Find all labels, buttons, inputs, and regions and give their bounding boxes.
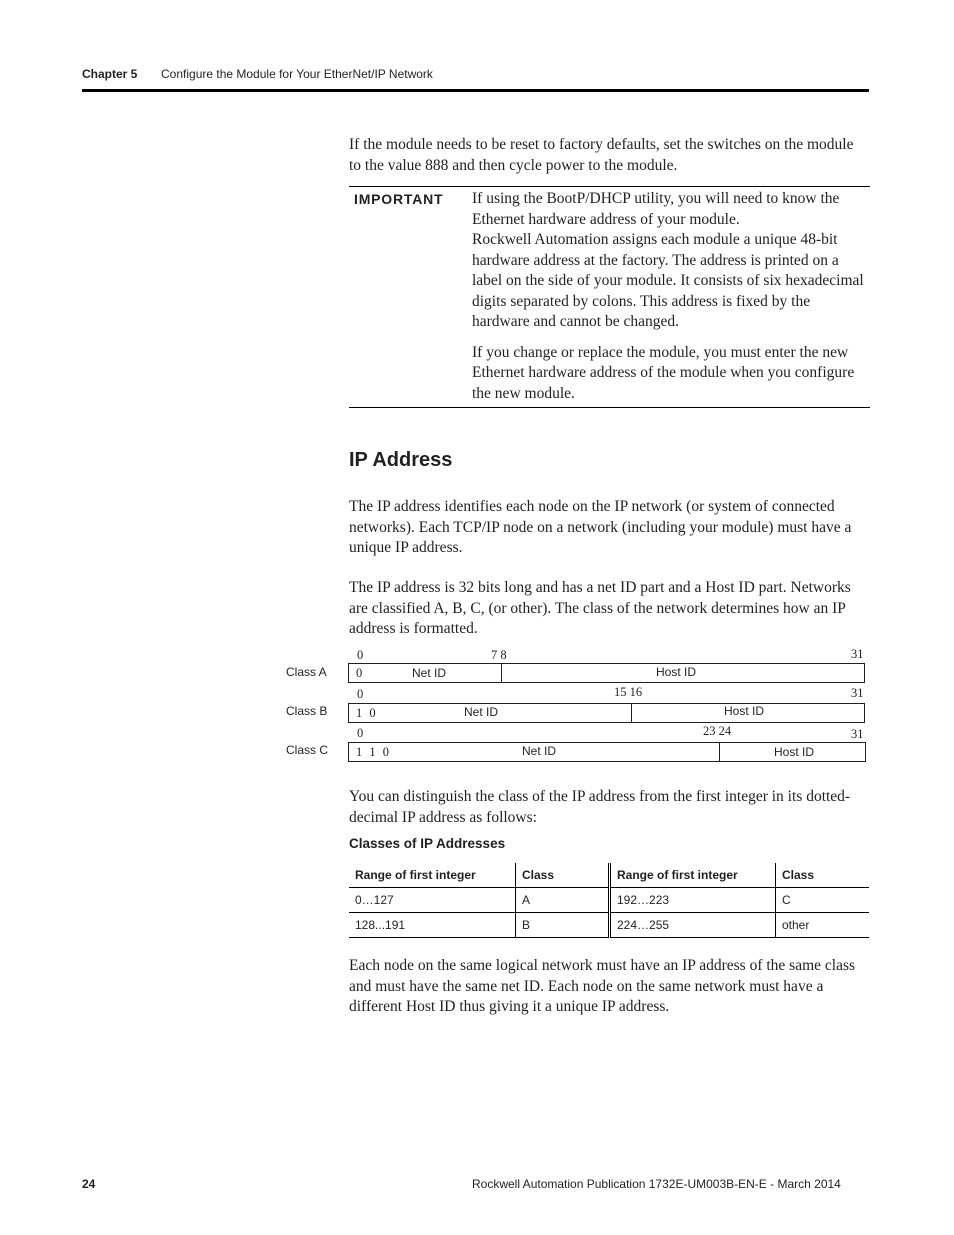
class-c-net-id: Net ID	[522, 744, 557, 758]
section-heading: IP Address	[349, 449, 453, 471]
paragraph-ip-32-bits: The IP address is 32 bits long and has a net ID part and a Host ID part. Networks are classified A, B, C, (or other). The class of the network determines how an IP address is formatted.	[349, 579, 851, 637]
important-bottom-rule	[349, 407, 870, 408]
header-rule	[82, 89, 869, 92]
class-c-bit-end: 31	[851, 727, 864, 741]
class-c-bit-mid: 23 24	[703, 724, 732, 738]
class-b-bar	[348, 703, 865, 723]
header-class-2: Class	[776, 863, 870, 888]
class-b-bit-end: 31	[851, 686, 864, 700]
class-b-bit-mid: 15 16	[614, 685, 643, 699]
table-title: Classes of IP Addresses	[349, 836, 506, 851]
class-c-bar	[348, 742, 866, 762]
class-c-net-segment	[349, 743, 720, 761]
class-b-lead-bits: 1 0	[356, 706, 378, 720]
table-cell: B	[516, 913, 610, 938]
important-p3: If you change or replace the module, you must enter the new Ethernet hardware address of the module when you configure the new module.	[472, 343, 855, 402]
class-c-lead-bits: 1 1 0	[356, 745, 391, 759]
class-a-bar	[348, 663, 865, 683]
table-cell: A	[516, 888, 610, 913]
table-cell: 0…127	[349, 888, 516, 913]
class-a-bit-start: 0	[357, 648, 364, 662]
table-row	[349, 913, 869, 938]
paragraph-ip-identifies: The IP address identifies each node on the IP network (or system of connected networks). Each TCP/IP node on a network (including your module) must have a unique IP address.	[349, 498, 852, 556]
table-row	[349, 888, 869, 913]
class-a-bit-end: 31	[851, 647, 864, 661]
table-cell: 192…223	[610, 888, 776, 913]
class-c-host-segment	[720, 743, 865, 761]
class-a-lead-bits: 0	[356, 666, 365, 680]
class-a-label: Class A	[286, 665, 327, 679]
table-header-row	[349, 863, 869, 888]
class-a-net-id: Net ID	[412, 666, 447, 680]
header-range-1: Range of first integer	[349, 863, 516, 888]
important-top-rule	[349, 186, 870, 187]
class-a-net-segment	[349, 664, 502, 682]
class-a-bit-mid: 7 8	[491, 648, 507, 662]
important-p2: Rockwell Automation assigns each module a unique 48-bit hardware address at the factory. The address is printed on a label on the side of your module. It consists of six hexadecimal digits separated by colons. This address is fixed by the hardware and cannot be changed.	[472, 231, 864, 330]
chapter-title: Configure the Module for Your EtherNet/IP Network	[161, 67, 433, 81]
page-number: 24	[82, 1177, 96, 1191]
publication-info: Rockwell Automation Publication 1732E-UM003B-EN-E - March 2014	[472, 1177, 841, 1191]
class-c-host-id: Host ID	[774, 745, 815, 759]
class-a-host-id: Host ID	[656, 665, 697, 679]
important-text	[472, 189, 870, 414]
header-range-2: Range of first integer	[610, 863, 776, 888]
class-a-host-segment	[502, 664, 864, 682]
class-c-label: Class C	[286, 743, 329, 757]
class-c-bit-start: 0	[357, 726, 364, 740]
ip-classes-table	[349, 863, 869, 938]
header-class-1: Class	[516, 863, 610, 888]
class-b-label: Class B	[286, 704, 328, 718]
table-cell: C	[776, 888, 870, 913]
class-b-bit-start: 0	[357, 687, 364, 701]
important-p1: If using the BootP/DHCP utility, you will need to know the Ethernet hardware address of your module.	[472, 190, 840, 228]
table-cell: 224…255	[610, 913, 776, 938]
intro-paragraph: If the module needs to be reset to factory defaults, set the switches on the module to the value 888 and then cycle power to the module.	[349, 136, 854, 174]
class-b-host-id: Host ID	[724, 704, 765, 718]
class-b-net-id: Net ID	[464, 705, 499, 719]
class-b-host-segment	[632, 704, 864, 722]
table-cell: 128...191	[349, 913, 516, 938]
paragraph-distinguish-class: You can distinguish the class of the IP address from the first integer in its dotted-decimal IP address as follows:	[349, 788, 851, 826]
table-cell: other	[776, 913, 870, 938]
important-label: IMPORTANT	[354, 191, 444, 207]
class-b-net-segment	[349, 704, 632, 722]
paragraph-same-network: Each node on the same logical network must have an IP address of the same class and must have the same net ID. Each node on the same network must have a different Host ID thus giving it a unique IP address.	[349, 957, 856, 1015]
chapter-label: Chapter 5	[82, 67, 138, 81]
